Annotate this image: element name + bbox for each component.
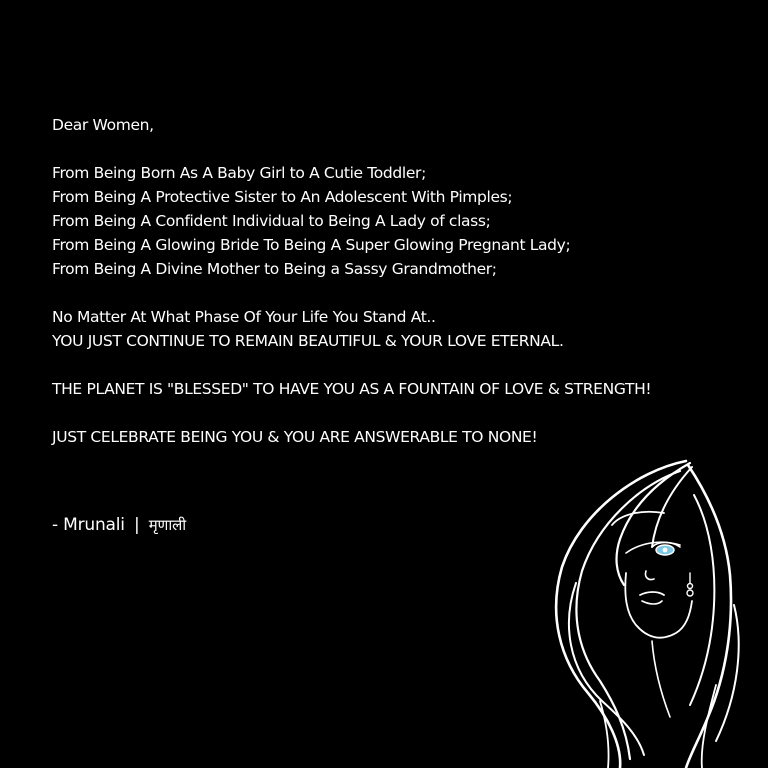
eye-pupil — [663, 548, 668, 553]
hair-right-stroke — [690, 495, 714, 705]
stanza1-line: From Being A Divine Mother to Being a Sassy Grandmother; — [52, 260, 497, 278]
stanza-gap — [52, 401, 742, 425]
neck-stroke — [652, 641, 670, 717]
stanza2-line: YOU JUST CONTINUE TO REMAIN BEAUTIFUL & YOUR LOVE ETERNAL. — [52, 332, 564, 350]
stanza-gap — [52, 353, 742, 377]
signature-separator: | — [134, 515, 140, 535]
celebrate-line: JUST CELEBRATE BEING YOU & YOU ARE ANSWERABLE TO NONE! — [52, 428, 538, 446]
stanza1-line: From Being A Protective Sister to An Adolescent With Pimples; — [52, 188, 513, 206]
earring-bead — [688, 584, 693, 589]
nose-stroke — [645, 571, 654, 580]
stanza2-line: No Matter At What Phase Of Your Life You Stand At.. — [52, 308, 436, 326]
planet-line: THE PLANET IS "BLESSED" TO HAVE YOU AS A FOUNTAIN OF LOVE & STRENGTH! — [52, 380, 652, 398]
lips-upper-stroke — [640, 592, 664, 595]
letter-greeting: Dear Women, — [52, 116, 154, 134]
stanza-gap — [52, 137, 742, 161]
woman-face-line-art-icon — [540, 455, 750, 768]
face-outline-stroke — [625, 573, 692, 638]
hair-right-stroke — [716, 605, 739, 741]
signature — [52, 512, 186, 538]
hair-strand-stroke — [612, 512, 664, 525]
stanza1-line: From Being A Confident Individual to Being A Lady of class; — [52, 212, 491, 230]
stanza-gap — [52, 281, 742, 305]
signature-name-devanagari: मृणाली — [148, 516, 186, 534]
hair-strand-stroke — [652, 467, 692, 547]
stanza1-line: From Being Born As A Baby Girl to A Cutie Toddler; — [52, 164, 426, 182]
earring-drop — [687, 590, 693, 596]
stanza1-line: From Being A Glowing Bride To Being A Super Glowing Pregnant Lady; — [52, 236, 571, 254]
lips-lower-stroke — [642, 601, 662, 604]
letter-body — [52, 113, 742, 449]
signature-name: - Mrunali — [52, 515, 125, 535]
